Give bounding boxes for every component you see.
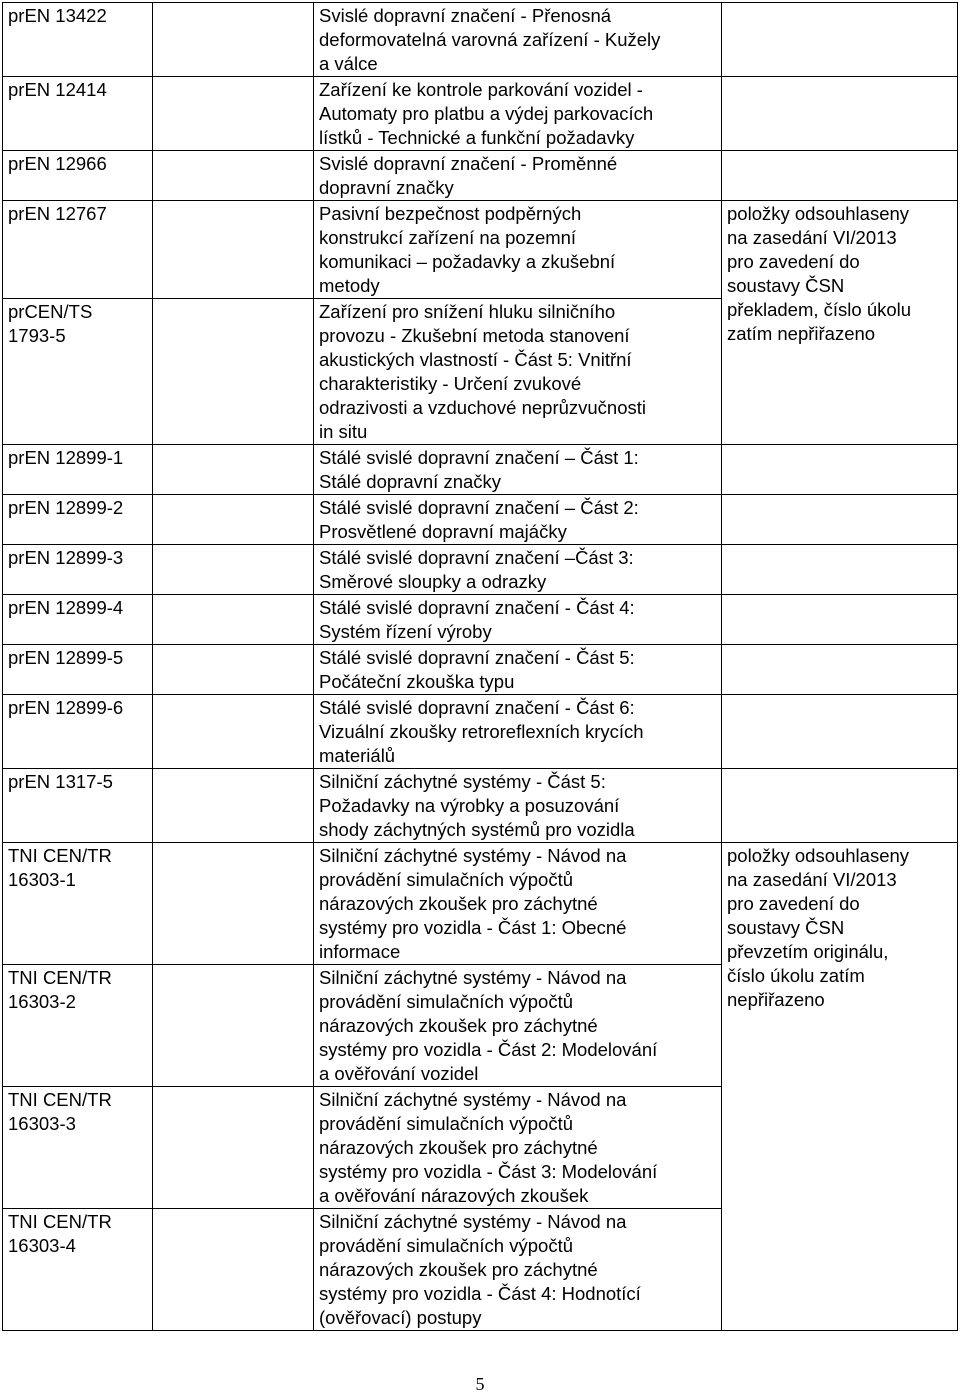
empty-note-cell [722, 77, 958, 151]
table-row [3, 843, 958, 965]
standard-title: Stálé svislé dopravní značení – Část 2: Prosvětlené dopravní majáčky [314, 495, 722, 545]
standard-code: prCEN/TS 1793-5 [3, 299, 153, 445]
standard-code: prEN 12899-1 [3, 445, 153, 495]
table-row [3, 495, 958, 545]
standard-title: Silniční záchytné systémy - Návod na provádění simulačních výpočtů nárazových zkoušek pro záchytné systémy pro vozidla - Část 3: Modelování a ověřování nárazových zkoušek [314, 1087, 722, 1209]
empty-cell [153, 201, 314, 299]
empty-cell [153, 77, 314, 151]
standard-title: Silniční záchytné systémy - Návod na provádění simulačních výpočtů nárazových zkoušek pro záchytné systémy pro vozidla - Část 2: Modelování a ověřování vozidel [314, 965, 722, 1087]
standard-code: prEN 12899-3 [3, 545, 153, 595]
standard-title: Stálé svislé dopravní značení – Část 1: Stálé dopravní značky [314, 445, 722, 495]
empty-note-cell [722, 545, 958, 595]
empty-cell [153, 965, 314, 1087]
empty-cell [153, 769, 314, 843]
table-row [3, 445, 958, 495]
empty-cell [153, 445, 314, 495]
empty-cell [153, 843, 314, 965]
empty-note-cell [722, 495, 958, 545]
standard-code: prEN 12899-2 [3, 495, 153, 545]
standards-table [2, 2, 958, 1331]
standard-code: prEN 12767 [3, 201, 153, 299]
standard-code: prEN 13422 [3, 3, 153, 77]
standard-code: prEN 12966 [3, 151, 153, 201]
standard-title: Stálé svislé dopravní značení - Část 4: Systém řízení výroby [314, 595, 722, 645]
table-row [3, 645, 958, 695]
standard-code: TNI CEN/TR 16303-1 [3, 843, 153, 965]
standard-code: TNI CEN/TR 16303-2 [3, 965, 153, 1087]
empty-cell [153, 3, 314, 77]
empty-cell [153, 1209, 314, 1331]
empty-cell [153, 545, 314, 595]
standard-title: Pasivní bezpečnost podpěrných konstrukcí zařízení na pozemní komunikaci – požadavky a zkušební metody [314, 201, 722, 299]
standard-title: Svislé dopravní značení - Přenosná deformovatelná varovná zařízení - Kužely a válce [314, 3, 722, 77]
standard-title: Zařízení ke kontrole parkování vozidel - Automaty pro platbu a výdej parkovacích lístků - Technické a funkční požadavky [314, 77, 722, 151]
empty-cell [153, 299, 314, 445]
approval-note: položky odsouhlaseny na zasedání VI/2013 pro zavedení do soustavy ČSN převzetím originálu, číslo úkolu zatím nepřiřazeno [722, 843, 958, 1331]
standard-code: prEN 12899-4 [3, 595, 153, 645]
table-row [3, 545, 958, 595]
empty-cell [153, 645, 314, 695]
standard-code: prEN 1317-5 [3, 769, 153, 843]
empty-cell [153, 595, 314, 645]
table-row [3, 3, 958, 77]
table-row [3, 201, 958, 299]
standard-title: Zařízení pro snížení hluku silničního provozu - Zkušební metoda stanovení akustických vlastností - Část 5: Vnitřní charakteristiky - Určení zvukové odrazivosti a vzduchové neprůzvučnosti in situ [314, 299, 722, 445]
empty-note-cell [722, 769, 958, 843]
standard-code: prEN 12414 [3, 77, 153, 151]
standard-title: Stálé svislé dopravní značení –Část 3: Směrové sloupky a odrazky [314, 545, 722, 595]
approval-note: položky odsouhlaseny na zasedání VI/2013 pro zavedení do soustavy ČSN překladem, číslo úkolu zatím nepřiřazeno [722, 201, 958, 445]
standard-title: Svislé dopravní značení - Proměnné dopravní značky [314, 151, 722, 201]
standard-title: Stálé svislé dopravní značení - Část 6: Vizuální zkoušky retroreflexních krycích materiálů [314, 695, 722, 769]
empty-note-cell [722, 645, 958, 695]
empty-note-cell [722, 595, 958, 645]
standard-code: TNI CEN/TR 16303-4 [3, 1209, 153, 1331]
page-number: 5 [475, 1374, 485, 1394]
table-row [3, 595, 958, 645]
standard-title: Stálé svislé dopravní značení - Část 5: Počáteční zkouška typu [314, 645, 722, 695]
standard-code: TNI CEN/TR 16303-3 [3, 1087, 153, 1209]
standard-title: Silniční záchytné systémy - Návod na provádění simulačních výpočtů nárazových zkoušek pro záchytné systémy pro vozidla - Část 1: Obecné informace [314, 843, 722, 965]
standard-title: Silniční záchytné systémy - Návod na provádění simulačních výpočtů nárazových zkoušek pro záchytné systémy pro vozidla - Část 4: Hodnotící (ověřovací) postupy [314, 1209, 722, 1331]
empty-note-cell [722, 3, 958, 77]
table-row [3, 769, 958, 843]
empty-cell [153, 495, 314, 545]
table-row [3, 695, 958, 769]
empty-cell [153, 151, 314, 201]
empty-note-cell [722, 695, 958, 769]
standard-code: prEN 12899-5 [3, 645, 153, 695]
empty-note-cell [722, 445, 958, 495]
standard-title: Silniční záchytné systémy - Část 5: Požadavky na výrobky a posuzování shody záchytných systémů pro vozidla [314, 769, 722, 843]
table-row [3, 151, 958, 201]
empty-note-cell [722, 151, 958, 201]
empty-cell [153, 695, 314, 769]
table-row [3, 77, 958, 151]
empty-cell [153, 1087, 314, 1209]
standard-code: prEN 12899-6 [3, 695, 153, 769]
